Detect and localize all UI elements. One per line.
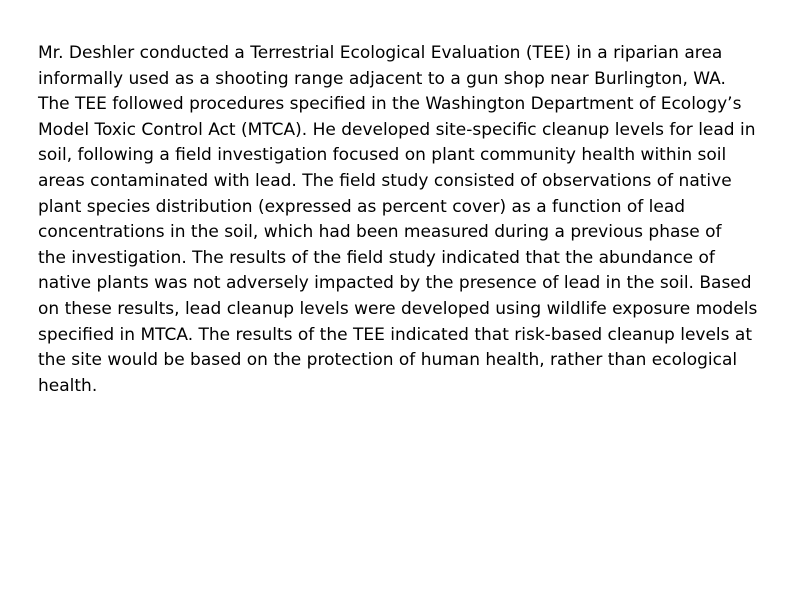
text-line: native plants was not adversely impacted by the presence of lead in the soil. Based <box>38 273 752 294</box>
text-line: specified in MTCA. The results of the TEE indicated that risk-based cleanup levels at <box>38 324 752 345</box>
text-line: health. <box>38 375 98 396</box>
text-line: informally used as a shooting range adjacent to a gun shop near Burlington, WA. <box>38 68 726 89</box>
text-line: soil, following a field investigation focused on plant community health within soil <box>38 145 727 166</box>
text-line: the site would be based on the protection of human health, rather than ecological <box>38 350 738 371</box>
text-line: Model Toxic Control Act (MTCA). He developed site-specific cleanup levels for lead in <box>38 119 756 140</box>
text-line: on these results, lead cleanup levels were developed using wildlife exposure models <box>38 298 758 319</box>
body-paragraph <box>38 41 783 399</box>
text-line: areas contaminated with lead. The field study consisted of observations of native <box>38 170 732 191</box>
text-line: the investigation. The results of the field study indicated that the abundance of <box>38 247 715 268</box>
text-line: concentrations in the soil, which had been measured during a previous phase of <box>38 222 722 243</box>
text-line: plant species distribution (expressed as percent cover) as a function of lead <box>38 196 686 217</box>
text-line: The TEE followed procedures specified in the Washington Department of Ecology’s <box>38 94 742 115</box>
text-line: Mr. Deshler conducted a Terrestrial Ecological Evaluation (TEE) in a riparian area <box>38 43 723 63</box>
